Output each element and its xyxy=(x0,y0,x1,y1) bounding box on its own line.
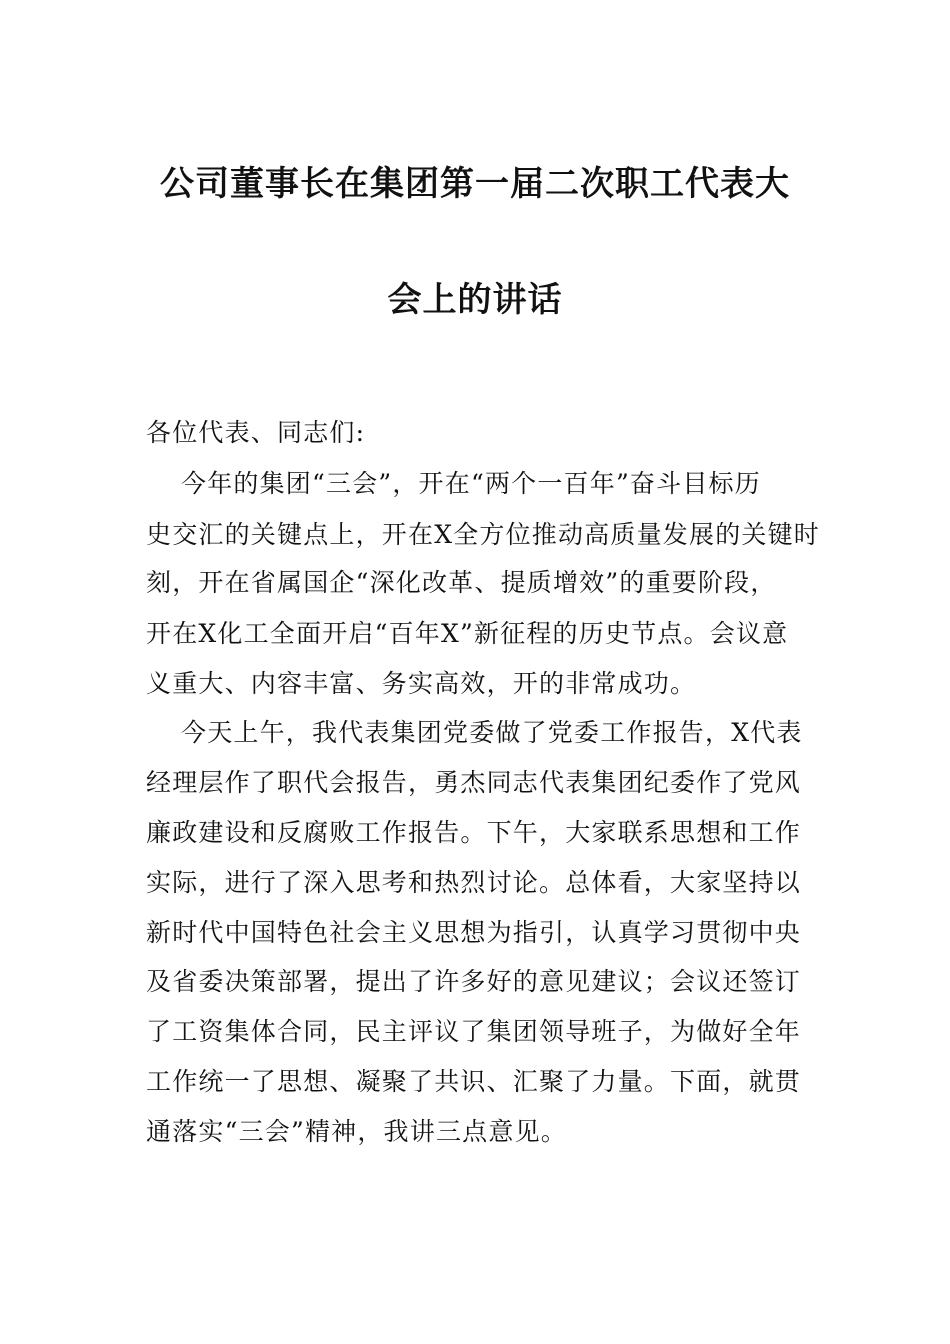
paragraph-2-line-8: 工作统一了思想、凝聚了共识、汇聚了力量。下面，就贯 xyxy=(146,1067,802,1096)
salutation: 各位代表、同志们: xyxy=(146,418,366,447)
paragraph-2-line-3: 廉政建设和反腐败工作报告。下午，大家联系思想和工作 xyxy=(146,818,802,847)
paragraph-2-line-4: 实际，进行了深入思考和热烈讨论。总体看，大家坚持以 xyxy=(146,868,802,897)
document-title-line-2: 会上的讲话 xyxy=(387,280,563,320)
paragraph-2-line-1: 今天上午，我代表集团党委做了党委工作报告，X代表 xyxy=(181,718,803,747)
paragraph-1-line-4: 开在X化工全面开启“百年X”新征程的历史节点。会议意 xyxy=(146,619,789,648)
paragraph-2-line-6: 及省委决策部署，提出了许多好的意见建议；会议还签订 xyxy=(146,967,802,996)
paragraph-2-line-7: 了工资集体合同，民主评议了集团领导班子，为做好全年 xyxy=(146,1017,802,1046)
paragraph-2-line-5: 新时代中国特色社会主义思想为指引，认真学习贯彻中央 xyxy=(146,918,802,947)
paragraph-1-line-1: 今年的集团“三会”，开在“两个一百年”奋斗目标历 xyxy=(181,469,761,498)
paragraph-1-line-2: 史交汇的关键点上，开在X全方位推动高质量发展的关键时 xyxy=(146,520,821,549)
paragraph-2-line-9: 通落实“三会”精神，我讲三点意见。 xyxy=(146,1117,567,1146)
document-title-line-1: 公司董事长在集团第一届二次职工代表大 xyxy=(160,164,790,204)
paragraph-2-line-2: 经理层作了职代会报告，勇杰同志代表集团纪委作了党风 xyxy=(146,768,802,797)
paragraph-1-line-3: 刻，开在省属国企“深化改革、提质增效”的重要阶段， xyxy=(146,568,777,597)
paragraph-1-line-5: 义重大、内容丰富、务实高效，开的非常成功。 xyxy=(146,669,697,698)
